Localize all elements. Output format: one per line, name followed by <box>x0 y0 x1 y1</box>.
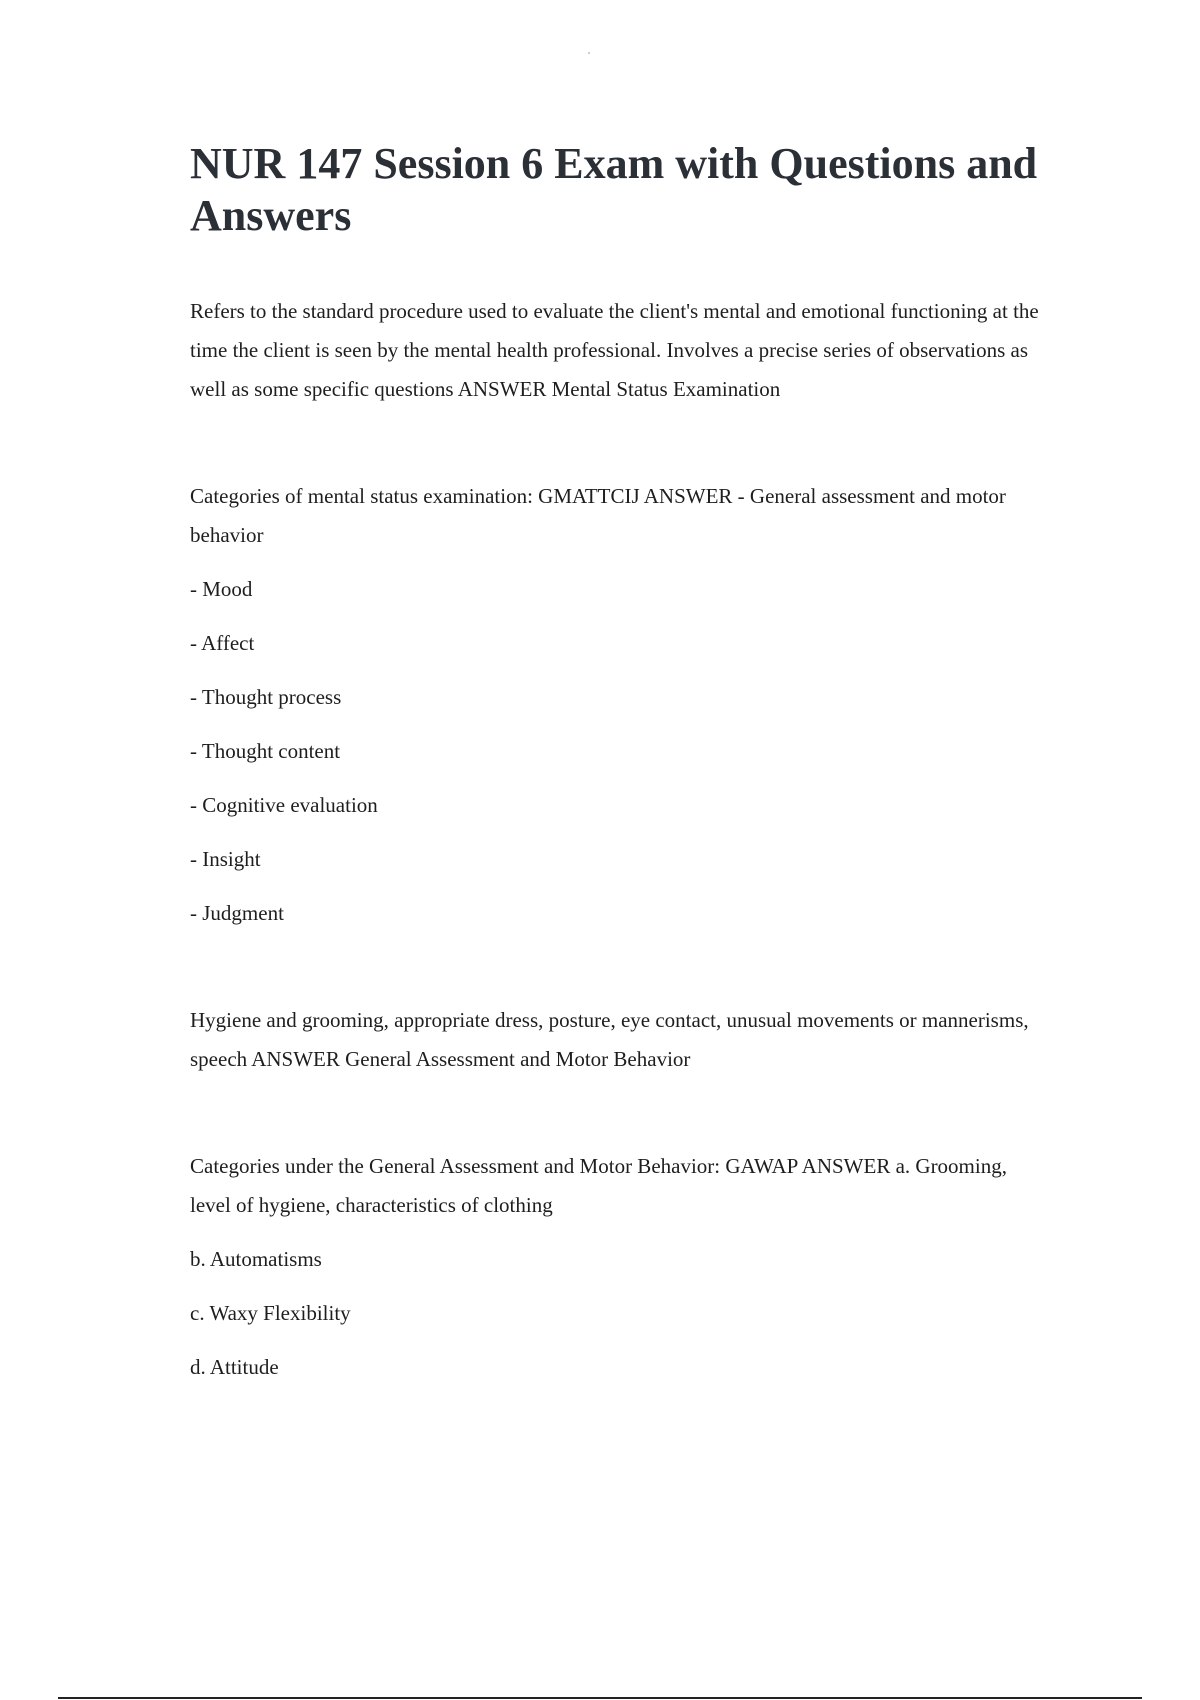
qa-block-mse-categories <box>190 477 1050 933</box>
list-item: - Insight <box>190 847 261 871</box>
list-item: b. Automatisms <box>190 1247 322 1271</box>
qa-block-general-assessment <box>190 1001 1050 1079</box>
list-item: - Cognitive evaluation <box>190 793 378 817</box>
question-answer-text: Categories of mental status examination: GMATTCIJ ANSWER - General assessment and motor behavior <box>190 484 1006 547</box>
list-item: - Mood <box>190 577 253 601</box>
list-item: - Affect <box>190 631 255 655</box>
list-item: - Judgment <box>190 901 284 925</box>
list-item: - Thought process <box>190 685 342 709</box>
list-item: - Thought content <box>190 739 341 763</box>
question-answer-text: Categories under the General Assessment and Motor Behavior: GAWAP ANSWER a. Grooming, level of hygiene, characteristics of clothing <box>190 1154 1007 1217</box>
page-title: NUR 147 Session 6 Exam with Questions and Answers <box>190 139 1038 240</box>
list-item: c. Waxy Flexibility <box>190 1301 351 1325</box>
question-answer-text: Hygiene and grooming, appropriate dress, posture, eye contact, unusual movements or mannerisms, speech ANSWER General Assessment and Motor Behavior <box>190 1008 1029 1071</box>
qa-block-mental-status-exam <box>190 292 1050 409</box>
document-content <box>190 138 1050 1387</box>
qa-block-gawap-categories <box>190 1147 1050 1387</box>
scan-mark <box>588 52 590 54</box>
question-answer-text: Refers to the standard procedure used to evaluate the client's mental and emotional functioning at the time the client is seen by the mental health professional. Involves a precise series of observations as well as some specific questions ANSWER Mental Status Examination <box>190 299 1039 401</box>
list-item: d. Attitude <box>190 1355 279 1379</box>
page-bottom-rule <box>58 1697 1142 1699</box>
